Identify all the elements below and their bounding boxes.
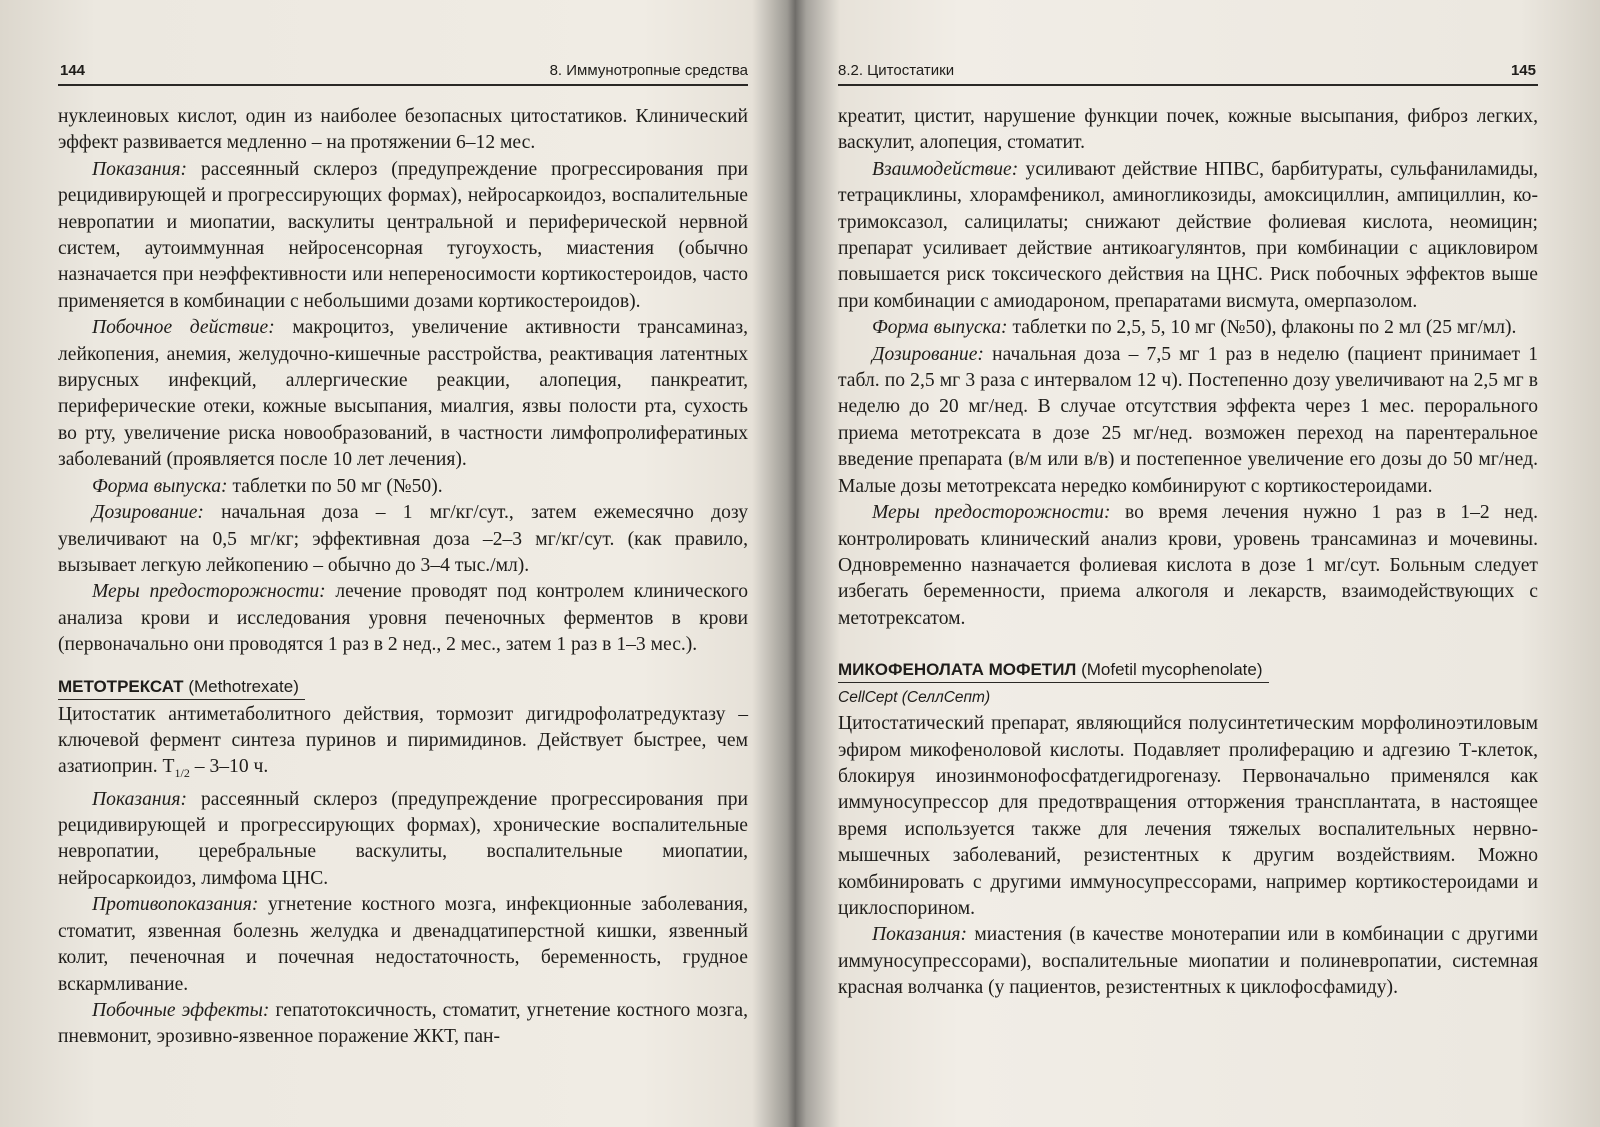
- section-title-text: МИКОФЕНОЛАТА МОФЕТИЛ: [838, 660, 1077, 680]
- right-page-text: [838, 104, 1538, 1002]
- paragraph-label: Показания:: [92, 788, 188, 810]
- paragraph-text: рассеянный склероз (предупреждение прогрессирования при рецидивирующей и прогрессирующих формах), хронические воспалительные невропатии, церебральные васкулиты, воспалительные миопатии, нейросаркоидоз, лимфома ЦНС.: [58, 788, 749, 889]
- paragraph-indications: [58, 157, 748, 315]
- paragraph-text: таблетки по 2,5, 5, 10 мг (№50), флаконы по 2 мл (25 мг/мл).: [1012, 317, 1517, 339]
- paragraph-intro: [838, 711, 1538, 922]
- paragraph-label: Дозирование:: [92, 502, 204, 524]
- paragraph-text: Цитостатический препарат, являющийся полусинтетическим морфолиноэтиловым эфиром микофеноловой кислоты. Подавляет пролиферацию и адгезию Т-клеток, блокируя инозинмонофосфатдегидрогеназу. Первоначально применялся как иммуносупрессор для предотвращения отторжения трансплантата, в настоящее время используется также для лечения тяжелых воспалительных нервно-мышечных заболеваний, резистентных к другим воздействиям. Можно комбинировать с другими иммуносупрессорами, например кортикостероидами и циклоспорином.: [838, 713, 1538, 919]
- paragraph-precautions: [58, 579, 748, 658]
- subscript: 1/2: [174, 766, 190, 781]
- paragraph-label: Меры предосторожности:: [872, 502, 1111, 524]
- paragraph-text: рассеянный склероз (предупреждение прогрессирования при рецидивирующей и прогрессирующих формах), нейросаркоидоз, воспалительные невропатии и миопатии, васкулиты центральной и периферической нервной систем, аутоиммунная нейросенсорная тугоухость, миастения (обычно назначается при неэффективности или непереносимости кортикостероидов, часто применяется в комбинации с небольшими дозами кортикостероидов).: [58, 158, 749, 312]
- paragraph-text: лечение проводят под контролем клинического анализа крови и исследования уровня печеночных ферментов в крови (первоначально они проводятся 1 раз в 2 нед., 2 мес., затем 1 раз в 1–3 мес.).: [58, 581, 748, 656]
- paragraph-label: Дозирование:: [872, 343, 984, 365]
- paragraph-label: Побочные эффекты:: [92, 999, 270, 1021]
- section-title-latin: (Methotrexate): [188, 676, 299, 696]
- paragraph-text: во время лечения нужно 1 раз в 1–2 нед. контролировать клинический анализ крови, уровень трансаминаз и мочевины. Одновременно назначается фолиевая кислота в дозе 1 мг/сут. Больным следует избегать беременности, приема алкоголя и лекарств, взаимодействующих с метотрексатом.: [838, 502, 1538, 629]
- page-number-right: 145: [1510, 62, 1536, 79]
- paragraph-label: Побочное действие:: [92, 317, 275, 339]
- section-title-mycophenolate: [838, 658, 1269, 683]
- paragraph-text: нуклеиновых кислот, один из наиболее безопасных цитостатиков. Клинический эффект развивается медленно – на протяжении 6–12 мес.: [58, 106, 748, 154]
- left-page: [58, 0, 748, 1127]
- paragraph-text: гепатотоксичность, стоматит, угнетение костного мозга, пневмонит, эрозивно-язвенное поражение ЖКТ, пан-: [58, 999, 748, 1048]
- section-title-latin: (Mofetil mycophenolate): [1081, 660, 1263, 680]
- paragraph-contraindications: [58, 892, 748, 998]
- paragraph-label: Форма выпуска:: [872, 317, 1008, 339]
- paragraph-dosing: [838, 342, 1538, 500]
- running-title-right: 8.2. Цитостатики: [838, 62, 955, 79]
- paragraph-intro: [58, 702, 748, 787]
- paragraph-form: [58, 474, 748, 500]
- paragraph-label: Показания:: [872, 924, 968, 946]
- paragraph-text: таблетки по 50 мг (№50).: [232, 475, 443, 497]
- left-page-text: [58, 104, 748, 1051]
- paragraph-label: Форма выпуска:: [92, 475, 228, 497]
- paragraph-label: Показания:: [92, 158, 188, 180]
- paragraph-text: угнетение костного мозга, инфекционные заболевания, стоматит, язвенная болезнь желудка и двенадцатиперстной кишки, язвенный колит, печеночная и почечная недостаточность, беременность, грудное вскармливание.: [58, 894, 749, 995]
- paragraph-form: [838, 315, 1538, 341]
- section-title-methotrexate: [58, 675, 305, 700]
- paragraph-text: начальная доза – 7,5 мг 1 раз в неделю (пациент принимает 1 табл. по 2,5 мг 3 раза с интервалом 12 ч). Постепенно дозу увеличивают на 2,5 мг в неделю до 20 мг/нед. В случае отсутствия эффекта через 1 мес. перорального приема метотрексата в дозе 25 мг/нед. возможен переход на парентеральное введение препарата (в/м или в/в) и постепенное увеличение его дозы до 50 мг/нед. Малые дозы метотрексата нередко комбинируют с кортикостероидами.: [838, 343, 1538, 497]
- page-number-left: 144: [60, 62, 86, 79]
- paragraph-text: миастения (в качестве монотерапии или в комбинации с другими иммуносупрессорами), воспалительные миопатии и полиневропатии, системная красная волчанка (у пациентов, резистентных к циклофосфамиду).: [838, 924, 1538, 999]
- paragraph: [58, 104, 748, 157]
- paragraph-interactions: [838, 157, 1538, 315]
- paragraph-dosing: [58, 500, 748, 579]
- paragraph: [838, 104, 1538, 157]
- running-head-left: [58, 62, 748, 86]
- brand-name: CellCept (СеллСепт): [838, 689, 991, 707]
- paragraph-side-effects: [58, 998, 748, 1051]
- right-page: [838, 0, 1538, 1127]
- paragraph-indications: [838, 922, 1538, 1001]
- paragraph-label: Взаимодействие:: [872, 158, 1019, 180]
- paragraph-precautions: [838, 500, 1538, 632]
- paragraph-text: креатит, цистит, нарушение функции почек, кожные высыпания, фиброз легких, васкулит, алопеция, стоматит.: [838, 106, 1538, 154]
- paragraph-label: Противопоказания:: [92, 894, 259, 916]
- paragraph-text: макроцитоз, увеличение активности трансаминаз, лейкопения, анемия, желудочно-кишечные расстройства, реактивация латентных вирусных инфекций, аллергические реакции, алопеция, панкреатит, периферические отеки, кожные высыпания, миалгия, язвы полости рта, сухость во рту, увеличение риска новообразований, в частности лимфопролифератиных заболеваний (проявляется после 10 лет лечения).: [58, 317, 748, 471]
- paragraph-label: Меры предосторожности:: [92, 581, 326, 603]
- paragraph-side-effects: [58, 315, 748, 473]
- paragraph-text: начальная доза – 1 мг/кг/сут., затем ежемесячно дозу увеличивают на 0,5 мг/кг; эффективная доза –2–3 мг/кг/сут. (как правило, вызывает легкую лейкопению – обычно до 3–4 тыс./мл).: [58, 502, 748, 576]
- paragraph-text: Цитостатик антиметаболитного действия, тормозит дигидрофолатредуктазу – ключевой фермент синтеза пуринов и пиримидинов. Действует быстрее, чем азатиоприн. T: [58, 703, 748, 778]
- paragraph-text: усиливают действие НПВС, барбитураты, сульфаниламиды, тетрациклины, хлорамфеникол, аминогликозиды, амоксициллин, ампициллин, ко-тримоксазол, салицилаты; снижают действие фолиевая кислота, неомицин; препарат усиливает действие антикоагулянтов, при комбинации с ацикловиром повышается риск токсического действия на ЦНС. Риск побочных эффектов выше при комбинации с амиодароном, препаратами висмута, омерпазолом.: [838, 158, 1539, 312]
- running-head-right: [838, 62, 1538, 86]
- paragraph-text: – 3–10 ч.: [189, 756, 269, 778]
- section-title-text: МЕТОТРЕКСАТ: [58, 676, 184, 696]
- running-title-left: 8. Иммунотропные средства: [549, 62, 748, 79]
- paragraph-indications: [58, 787, 748, 893]
